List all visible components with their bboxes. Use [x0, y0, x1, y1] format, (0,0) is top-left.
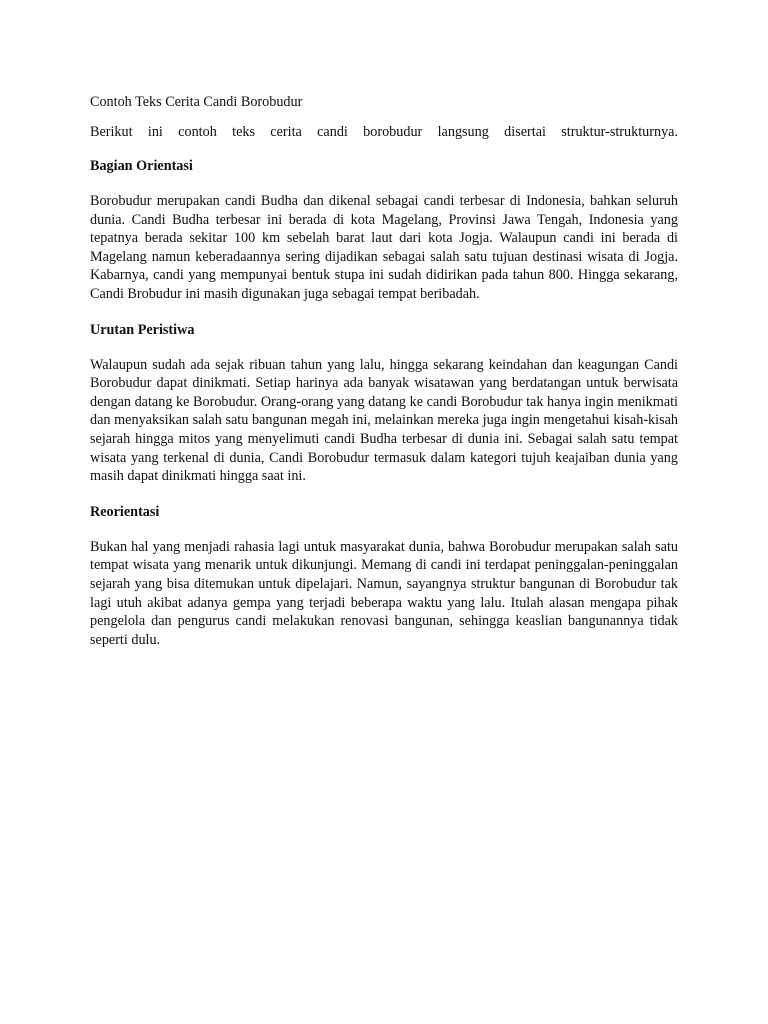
paragraph-urutan-peristiwa: Walaupun sudah ada sejak ribuan tahun yang lalu, hingga sekarang keindahan dan keagungan Candi Borobudur dapat dinikmati. Setiap harinya ada banyak wisatawan yang berdatangan untuk berwisata dengan datang ke Borobudur. Orang-orang yang datang ke candi Borobudur tak hanya ingin menikmati dan menyaksikan salah satu bangunan megah ini, melainkan mereka juga ingin mengetahui kisah-kisah sejarah hingga mitos yang menyelimuti candi Budha terbesar di dunia ini. Sebagai salah satu tempat wisata yang terkenal di dunia, Candi Borobudur termasuk dalam kategori tujuh keajaiban dunia yang masih dapat dinikmati hingga saat ini. [90, 356, 678, 485]
document-title: Contoh Teks Cerita Candi Borobudur [90, 94, 303, 110]
heading-reorientasi: Reorientasi [90, 503, 160, 520]
heading-urutan-peristiwa: Urutan Peristiwa [90, 321, 195, 338]
document-page [90, 92, 678, 665]
paragraph-orientasi: Borobudur merupakan candi Budha dan dikenal sebagai candi terbesar di Indonesia, bahkan seluruh dunia. Candi Budha terbesar ini berada di kota Magelang, Provinsi Jawa Tengah, Indonesia yang tepatnya berada sekitar 100 km sebelah barat laut dari kota Jogja. Walaupun candi ini berada di Magelang namun keberadaannya sering dijadikan sebagai salah satu tujuan destinasi wisata di Jogja. Kabarnya, candi yang mempunyai bentuk stupa ini sudah didirikan pada tahun 800. Hingga sekarang, Candi Brobudur ini masih digunakan juga sebagai tempat beribadah. [90, 193, 678, 302]
intro-paragraph: Berikut ini contoh teks cerita candi borobudur langsung disertai struktur-strukturnya. [90, 124, 678, 140]
heading-orientasi: Bagian Orientasi [90, 158, 193, 174]
paragraph-reorientasi: Bukan hal yang menjadi rahasia lagi untuk masyarakat dunia, bahwa Borobudur merupakan salah satu tempat wisata yang menarik untuk dikunjungi. Memang di candi ini terdapat peninggalan-peninggalan sejarah yang bisa ditemukan untuk dipelajari. Namun, sayangnya struktur bangunan di Borobudur tak lagi utuh akibat adanya gempa yang terjadi beberapa waktu yang lalu. Itulah alasan mengapa pihak pengelola dan pengurus candi melakukan renovasi bangunan, sehingga keaslian bangunannya tidak seperti dulu. [90, 538, 678, 648]
